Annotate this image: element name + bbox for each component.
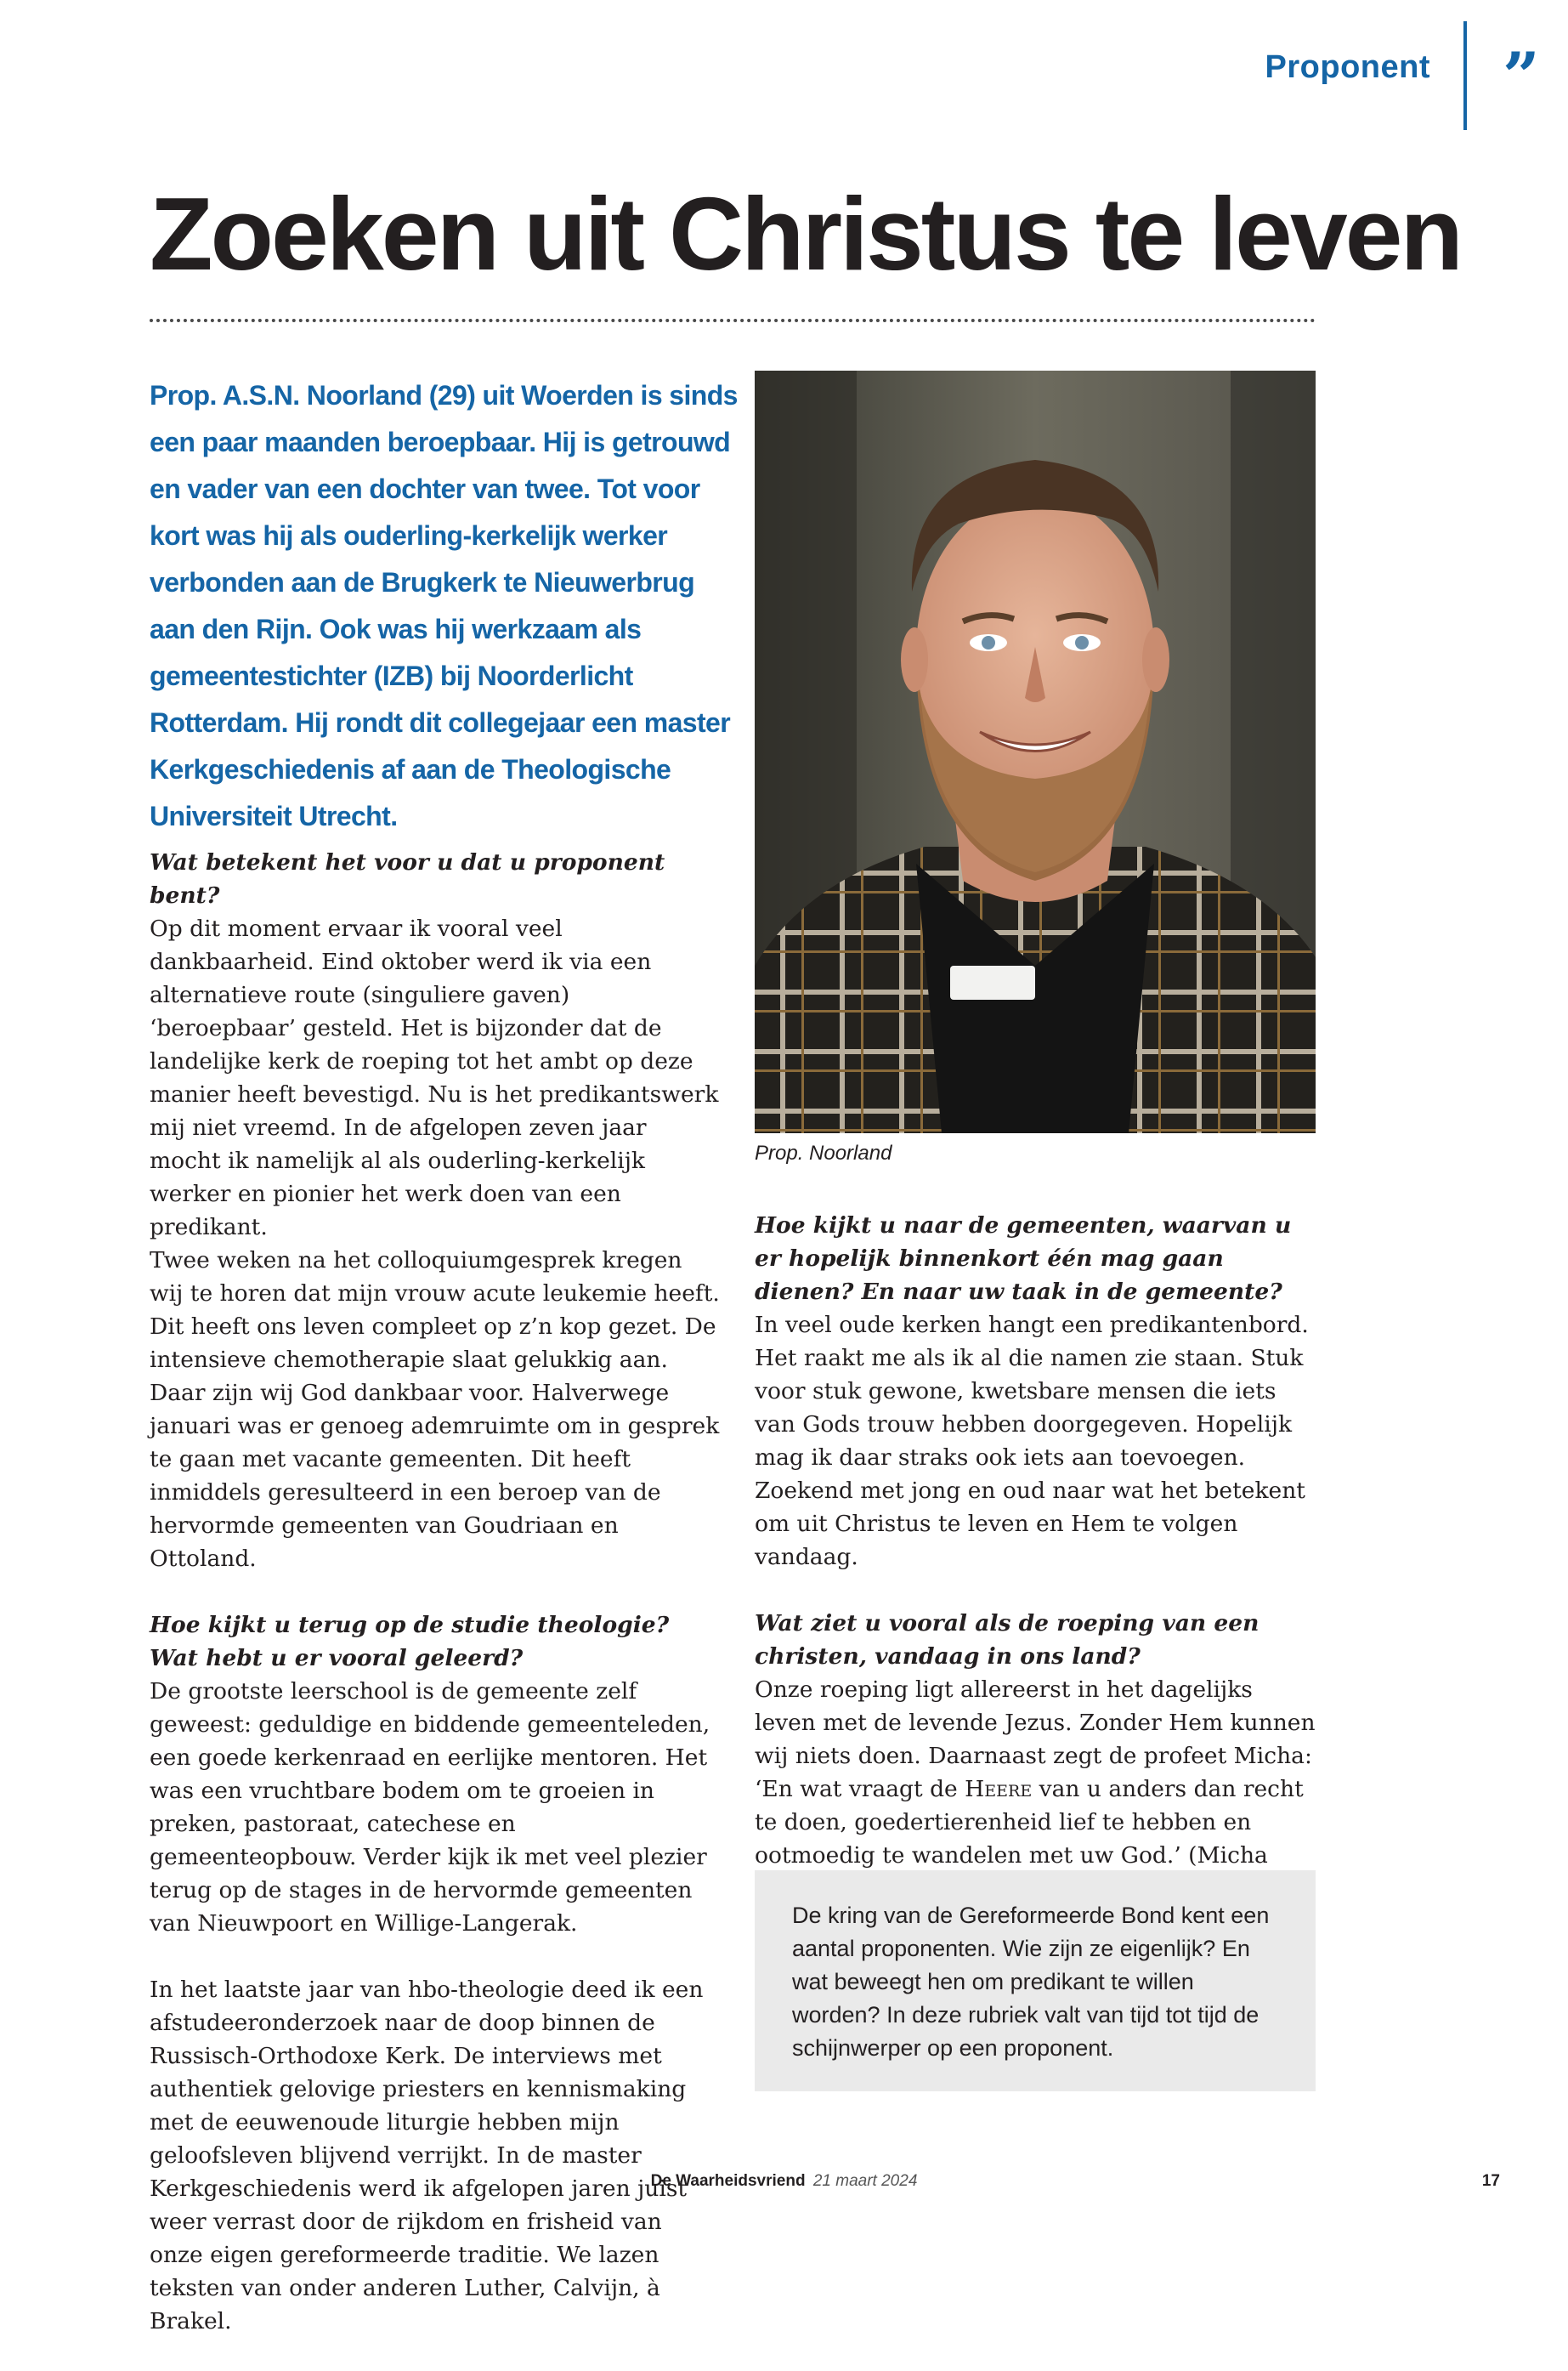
rubric-info-box [755,1870,1316,2091]
interview-answer: Op dit moment ervaar ik vooral veel dankbaarheid. Eind oktober werd ik via een alternatieve route (singuliere gaven) ‘beroepbaar’ gesteld. Het is bijzonder dat de landelijke kerk de roeping tot het ambt op deze manier heeft bevestigd. Nu is het predikantswerk mij niet vreemd. In de afgelopen zeven jaar mocht ik namelijk al als ouderling-kerkelijk werker en pionier het werk doen van een predikant. [150,916,719,1240]
interview-answer: In het laatste jaar van hbo-theologie deed ik een afstudeeronderzoek naar de doop binnen de Russisch-Orthodoxe Kerk. De interviews met authentiek gelovige priesters en kennismaking met de eeuwenoude liturgie hebben mijn geloofsleven blijvend verrijkt. In de master Kerkgeschiedenis werd ik afgelopen jaren juist weer verrast door de rijkdom en frisheid van onze eigen gereformeerde traditie. We lazen teksten van onder anderen Luther, Calvijn, à Brakel. [150,1977,704,2334]
lord-name: Heere [965,1776,1033,1802]
interview-answer: De grootste leerschool is de gemeente zelf geweest: geduldige en biddende gemeenteleden, een goede kerkenraad en eerlijke mentoren. Het was een vruchtbare bodem om te groeien in preken, pastoraat, catechese en gemeenteopbouw. Verder kijk ik met veel plezier terug op de stages in de hervormde gemeenten van Nieuwpoort en Willige-Langerak. [150,1678,710,1937]
publication-date: 21 maart 2024 [812,2172,918,2190]
answer-text: Onze roeping ligt allereerst in het dagelijks leven met de levende Jezus. Zonder Hem kunnen wij niets doen. Daarnaast zegt de profeet Micha: ‘En wat vraagt de [755,1676,1316,1802]
page-footer [0,2172,1568,2191]
quote-mark-icon: ” [1503,38,1540,114]
page-number: 17 [1481,2172,1500,2190]
photo-caption: Prop. Noorland [755,1142,892,1165]
qa-block [755,1607,1316,1905]
article-intro: Prop. A.S.N. Noorland (29) uit Woerden is sinds een paar maanden beroepbaar. Hij is getrouwd en vader van een dochter van twee. Tot voor kort was hij als ouderling-kerkelijk werker verbonden aan de Brugkerk te Nieuwerbrug aan den Rijn. Ook was hij werkzaam als gemeentestichter (IZB) bij Noorderlicht Rotterdam. Hij rondt dit collegejaar een master Kerkgeschiedenis af aan de Theologische Universiteit Utrecht. [150,380,738,831]
interview-question: Wat ziet u vooral als de roeping van een christen, vandaag in ons land? [755,1610,1259,1670]
right-column [755,1209,1316,1938]
left-column [150,846,721,2371]
info-box-text: De kring van de Gereformeerde Bond kent een aantal proponenten. Wie zijn ze eigenlijk? En wat beweegt hen om predikant te willen worden? In deze rubriek valt van tijd tot tijd de schijnwerper op een proponent. [792,1903,1270,2061]
answer-text: van u anders dan recht te doen, goedertierenheid lief te hebben en ootmoedig te wandelen met uw God.’ (Micha [755,1776,1304,1869]
qa-block [755,1209,1316,1574]
interview-question: Wat betekent het voor u dat u proponent bent? [150,849,665,909]
rubric-divider [1463,21,1467,130]
rubric-label: Proponent [1265,49,1430,85]
portrait-photo [755,371,1316,1133]
interview-answer: Twee weken na het colloquiumgesprek kregen wij te horen dat mijn vrouw acute leukemie heeft. Dit heeft ons leven compleet op z’n kop gezet. De intensieve chemotherapie slaat gelukkig aan. Daar zijn wij God dankbaar voor. Halverwege januari was er genoeg ademruimte om in gesprek te gaan met vacante gemeenten. Dit heeft inmiddels geresulteerd in een beroep van de hervormde gemeenten van Goudriaan en Ottoland. [150,1247,720,1572]
title-divider [150,319,1316,322]
qa-block [150,1608,721,2338]
publication-name: De Waarheidsvriend [650,2172,806,2190]
article-title: Zoeken uit Christus te leven [150,176,1462,292]
interview-question: Hoe kijkt u naar de gemeenten, waarvan u er hopelijk binnenkort één mag gaan dienen? En naar uw taak in de gemeente? [755,1212,1292,1305]
interview-question: Hoe kijkt u terug op de studie theologie? Wat hebt u er vooral geleerd? [150,1612,670,1671]
interview-answer: In veel oude kerken hangt een predikantenbord. Het raakt me als ik al die namen zie staan. Stuk voor stuk gewone, kwetsbare mensen die iets van Gods trouw hebben doorgegeven. Hopelijk mag ik daar straks ook iets aan toevoegen. Zoekend met jong en oud naar wat het betekent om uit Christus te leven en Hem te volgen vandaag. [755,1312,1309,1570]
qa-block [150,846,721,1575]
